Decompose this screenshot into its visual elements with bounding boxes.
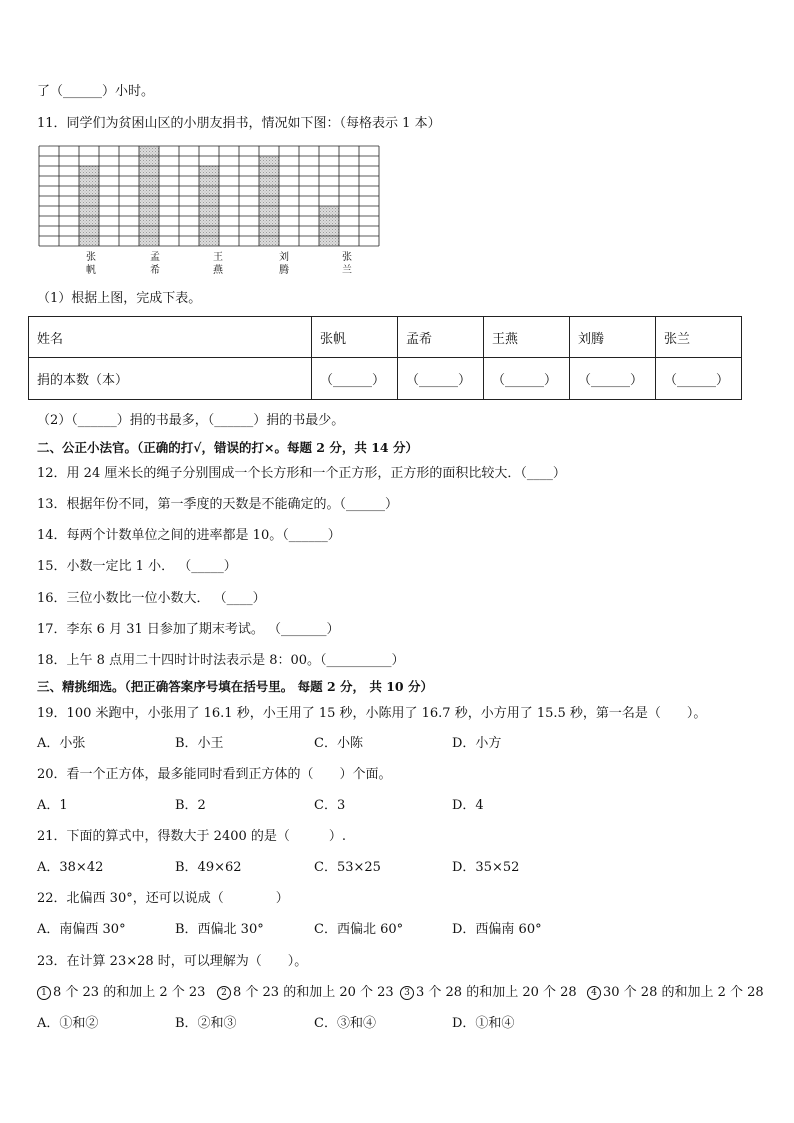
question-23: 23．在计算 23×28 时，可以理解为（ ）。 — [37, 954, 308, 969]
question-21: 21．下面的算式中，得数大于 2400 的是（ ）. — [37, 829, 347, 844]
statement-2 — [217, 985, 394, 1001]
chart-label-1-char-2: 希 — [150, 265, 160, 276]
table-header-cell: 张兰 — [656, 317, 742, 358]
chart-label-0 — [84, 251, 98, 277]
option-a[interactable]: A．①和② — [37, 1016, 99, 1031]
question-21-options — [37, 860, 757, 876]
chart-label-3-char-1: 刘 — [279, 252, 289, 263]
option-c[interactable]: C．③和④ — [314, 1016, 376, 1031]
chart-label-0-char-2: 帆 — [86, 265, 96, 276]
circled-number: 1 — [37, 986, 51, 1000]
q11-sub2: （2）（______）捐的书最多，（______）捐的书最少。 — [37, 413, 345, 428]
question-19: 19．100 米跑中，小张用了 16.1 秒，小王用了 15 秒，小陈用了 16.7 秒，小方用了 15.5 秒，第一名是（ ）。 — [37, 706, 707, 721]
chart-label-3-char-2: 腾 — [279, 265, 289, 276]
section2-title: 二、公正小法官。（正确的打√，错误的打×。每题 2 分，共 14 分） — [37, 440, 418, 455]
question-20-options — [37, 798, 757, 814]
intro-line: 了（______）小时。 — [37, 84, 155, 99]
answer-blank[interactable]: （______） — [484, 358, 570, 400]
option-a[interactable]: A．38×42 — [37, 860, 104, 875]
question-23-statements — [37, 985, 764, 1001]
question-18: 18．上午 8 点用二十四时计时法表示是 8：00。（__________） — [37, 653, 405, 668]
statement-text: 8 个 23 的和加上 20 个 23 — [233, 985, 394, 1000]
question-13: 13．根据年份不同，第一季度的天数是不能确定的。（______） — [37, 497, 399, 512]
answer-blank[interactable]: （______） — [570, 358, 656, 400]
question-22: 22．北偏西 30°，还可以说成（ ） — [37, 891, 289, 906]
option-c[interactable]: C．西偏北 60° — [314, 922, 404, 937]
answer-blank[interactable]: （______） — [398, 358, 484, 400]
question-17: 17．李东 6 月 31 日参加了期末考试。 （_______） — [37, 622, 340, 637]
question-19-options — [37, 736, 757, 752]
chart-label-2-char-1: 王 — [213, 252, 223, 263]
circled-number: 4 — [587, 986, 601, 1000]
table-row — [29, 358, 742, 400]
chart-label-1-char-1: 孟 — [150, 252, 160, 263]
question-12: 12．用 24 厘米长的绳子分别围成一个长方形和一个正方形，正方形的面积比较大．（____） — [37, 466, 566, 481]
option-b[interactable]: B．49×62 — [175, 860, 242, 875]
q11-stem: 11．同学们为贫困山区的小朋友捐书，情况如下图：（每格表示 1 本） — [37, 116, 441, 131]
option-a[interactable]: A．南偏西 30° — [37, 922, 126, 937]
option-a[interactable]: A．1 — [37, 798, 68, 813]
option-d[interactable]: D．35×52 — [452, 860, 520, 875]
option-b[interactable]: B．小王 — [175, 736, 224, 751]
donation-table — [28, 316, 742, 400]
option-d[interactable]: D．小方 — [452, 736, 502, 751]
option-d[interactable]: D．4 — [452, 798, 484, 813]
statement-1 — [37, 985, 205, 1001]
chart-label-4 — [340, 251, 354, 277]
table-row-label: 捐的本数（本） — [29, 358, 312, 400]
option-b[interactable]: B．西偏北 30° — [175, 922, 264, 937]
table-header-cell: 姓名 — [29, 317, 312, 358]
option-c[interactable]: C．3 — [314, 798, 346, 813]
table-header-cell: 刘腾 — [570, 317, 656, 358]
option-a[interactable]: A．小张 — [37, 736, 86, 751]
section3-title: 三、精挑细选。（把正确答案序号填在括号里。 每题 2 分， 共 10 分） — [37, 679, 433, 694]
question-22-options — [37, 922, 757, 938]
question-15: 15．小数一定比 1 小． （_____） — [37, 559, 237, 574]
table-header-cell: 孟希 — [398, 317, 484, 358]
option-d[interactable]: D．西偏南 60° — [452, 922, 542, 937]
table-header-cell: 王燕 — [484, 317, 570, 358]
question-16: 16．三位小数比一位小数大． （____） — [37, 591, 266, 606]
donation-chart-svg — [38, 145, 380, 249]
statement-4 — [587, 985, 764, 1001]
donation-chart — [38, 145, 380, 249]
chart-label-2 — [211, 251, 225, 277]
bar-刘腾 — [259, 156, 279, 246]
circled-number: 3 — [400, 986, 414, 1000]
chart-label-4-char-1: 张 — [342, 252, 352, 263]
question-20: 20．看一个正方体，最多能同时看到正方体的（ ）个面。 — [37, 767, 392, 782]
chart-label-1 — [148, 251, 162, 277]
answer-blank[interactable]: （______） — [312, 358, 398, 400]
statement-text: 30 个 28 的和加上 2 个 28 — [603, 985, 764, 1000]
chart-label-4-char-2: 兰 — [342, 265, 352, 276]
chart-label-3 — [277, 251, 291, 277]
question-23-options — [37, 1016, 757, 1032]
statement-3 — [400, 985, 577, 1001]
q11-sub1: （1）根据上图，完成下表。 — [37, 291, 202, 306]
chart-label-2-char-2: 燕 — [213, 265, 223, 276]
option-b[interactable]: B．②和③ — [175, 1016, 237, 1031]
chart-label-0-char-1: 张 — [86, 252, 96, 263]
option-c[interactable]: C．小陈 — [314, 736, 363, 751]
answer-blank[interactable]: （______） — [656, 358, 742, 400]
table-header-cell: 张帆 — [312, 317, 398, 358]
statement-text: 8 个 23 的和加上 2 个 23 — [53, 985, 206, 1000]
table-header-row — [29, 317, 742, 358]
circled-number: 2 — [217, 986, 231, 1000]
question-14: 14．每两个计数单位之间的进率都是 10。（______） — [37, 528, 341, 543]
statement-text: 3 个 28 的和加上 20 个 28 — [416, 985, 577, 1000]
option-b[interactable]: B．2 — [175, 798, 206, 813]
option-d[interactable]: D．①和④ — [452, 1016, 515, 1031]
option-c[interactable]: C．53×25 — [314, 860, 381, 875]
